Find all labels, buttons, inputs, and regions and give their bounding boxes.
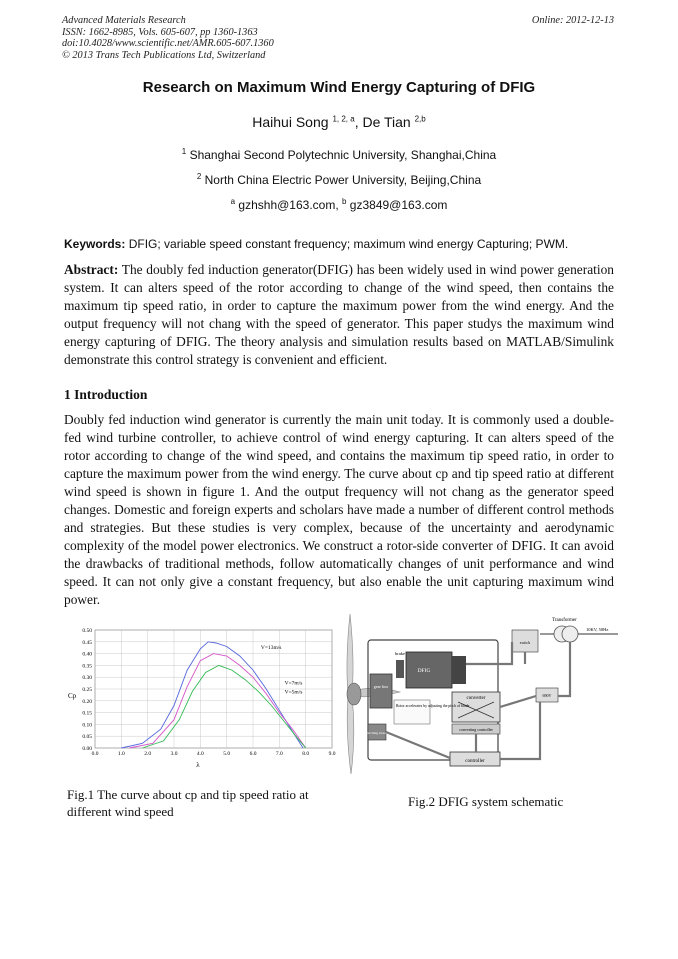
email-line: [0, 198, 678, 212]
x-tick-label: 5.0: [223, 751, 231, 757]
x-tick-label: 7.0: [275, 751, 283, 757]
copyright-line: © 2013 Trans Tech Publications Ltd, Switzerland: [62, 49, 266, 61]
y-tick-label: 0.50: [82, 628, 92, 634]
keywords: [64, 237, 614, 251]
y-tick-label: 0.15: [82, 710, 92, 717]
email-b-marker: b: [342, 197, 347, 206]
converter-label: converter: [466, 696, 486, 701]
x-tick-label: 8.0: [302, 751, 310, 757]
brake: [396, 660, 404, 678]
doi-link[interactable]: doi:10.4028/www.scientific.net/AMR.605-607.1360: [62, 38, 274, 49]
figure-2-caption: Fig.2 DFIG system schematic: [408, 794, 564, 809]
affiliation-2: [0, 173, 678, 187]
series-annotation: V=5m/s: [284, 689, 303, 696]
author-2-affil: 2,b: [414, 114, 426, 124]
switch-2-label: 690V: [542, 693, 552, 698]
email-1[interactable]: gzhshh@163.com,: [238, 198, 342, 212]
section-heading: 1 Introduction: [64, 387, 148, 402]
y-tick-label: 0.10: [82, 722, 92, 729]
author-1: Haihui Song: [252, 114, 329, 130]
email-2[interactable]: gz3849@163.com: [349, 198, 448, 212]
online-date: Online: 2012-12-13: [531, 15, 614, 26]
author-2: De Tian: [362, 114, 411, 130]
dfig-label: DFIG: [417, 668, 431, 674]
y-axis-label: Cp: [68, 692, 77, 700]
keywords-label: Keywords:: [64, 237, 126, 251]
transformer-label: Transformer: [552, 618, 577, 623]
switch-1-label: switch: [519, 640, 531, 645]
y-tick-label: 0.35: [82, 663, 92, 670]
x-tick-label: 4.0: [196, 751, 204, 757]
cp-lambda-chart: [62, 620, 344, 770]
y-tick-label: 0.25: [82, 687, 92, 693]
affiliation-1: [0, 148, 678, 162]
issn-line: ISSN: 1662-8985, Vols. 605-607, pp 1360-1363: [62, 26, 258, 38]
author-separator: ,: [354, 114, 363, 130]
keywords-text: DFIG; variable speed constant frequency; maximum wind energy Capturing; PWM.: [128, 237, 569, 251]
x-tick-label: 1.0: [117, 751, 125, 757]
x-axis-label: λ: [196, 761, 200, 769]
converter-controller-label: converting controller: [459, 727, 493, 732]
x-tick-label: 0.0: [91, 751, 99, 757]
y-tick-label: 0.00: [82, 746, 92, 752]
email-a-marker: a: [230, 197, 236, 206]
journal-name: Advanced Materials Research: [62, 15, 186, 26]
series-annotation: V=13m/s: [260, 644, 282, 651]
paper-title: Research on Maximum Wind Energy Capturing of DFIG: [142, 79, 536, 96]
y-tick-label: 0.40: [82, 651, 92, 658]
abstract-label: Abstract:: [64, 262, 119, 277]
author-line: [0, 114, 678, 130]
brake-label: brake: [395, 651, 405, 656]
abstract-text: The doubly fed induction generator(DFIG) has been widely used in wind power generation system. It can alters speed of the rotor according to change of the wind speed, then contains the maximum tip speed ratio, in order to capture the maximum power from the wind energy. And the output frequency will not chang with the speed of generator. This paper studys the maximum wind energy capturing of DFIG. The theory analysis and simulation results based on MATLAB/Simulink demonstrate this control strategy is convenient and efficient.: [64, 262, 614, 367]
affiliation-2-number: 2: [196, 172, 202, 181]
journal-header: [62, 15, 274, 61]
affiliation-1-text: Shanghai Second Polytechnic University, Shanghai,China: [189, 148, 497, 162]
y-tick-label: 0.30: [82, 675, 92, 682]
y-tick-label: 0.45: [82, 639, 92, 646]
gear-box-label: gear box: [373, 684, 389, 689]
dfig-schematic: [340, 612, 620, 777]
figure-1-caption: Fig.1 The curve about cp and tip speed ratio at different wind speed: [67, 787, 309, 819]
controller-label: controller: [465, 759, 485, 764]
blade-note: Rotor accelerates by adjusting the pitch of blade: [396, 704, 470, 708]
affiliation-2-text: North China Electric Power University, Beijing,China: [204, 173, 482, 187]
y-tick-label: 0.05: [82, 734, 92, 741]
pitch-motor-label: pitching motor: [366, 731, 388, 735]
y-tick-label: 0.20: [82, 698, 92, 705]
x-tick-label: 3.0: [170, 751, 178, 757]
abstract: [64, 261, 614, 369]
x-tick-label: 6.0: [249, 751, 257, 757]
grid-voltage-label: 10KV, 50Hz: [586, 627, 609, 632]
author-1-affil: 1, 2, a: [332, 114, 355, 124]
transformer-icon-2: [562, 626, 578, 642]
x-tick-label: 2.0: [144, 751, 152, 757]
gear-box: [370, 674, 392, 708]
affiliation-1-number: 1: [181, 147, 187, 156]
introduction-text: Doubly fed induction wind generator is currently the main unit today. It is commonly used a double-fed wind turbine controller, to achieve control of wind energy capturing. It can alters speed of the rotor according to change of the wind speed, and contains the maximum tip speed ratio, in order to capture the maximum power from the wind energy. The curve about cp and tip speed ratio at different wind speed is shown in figure 1. And the output frequency will not chang as the generator speed changes. Domestic and foreign experts and scholars have made a number of different control methods and strategies. But these studies is very complex, because of the uncertainty and aerodynamic complexity of the model power electronics. We construct a rotor-side converter of DFIG. It can avoid the drawbacks of traditional methods, follow automatically changes of unit performance and wind speed. It can not only give a constant frequency, but also enable the unit capturing maximum wind power.: [64, 412, 614, 607]
x-tick-label: 9.0: [328, 751, 336, 757]
dfig-end: [452, 656, 466, 684]
series-annotation: V=7m/s: [284, 680, 303, 687]
